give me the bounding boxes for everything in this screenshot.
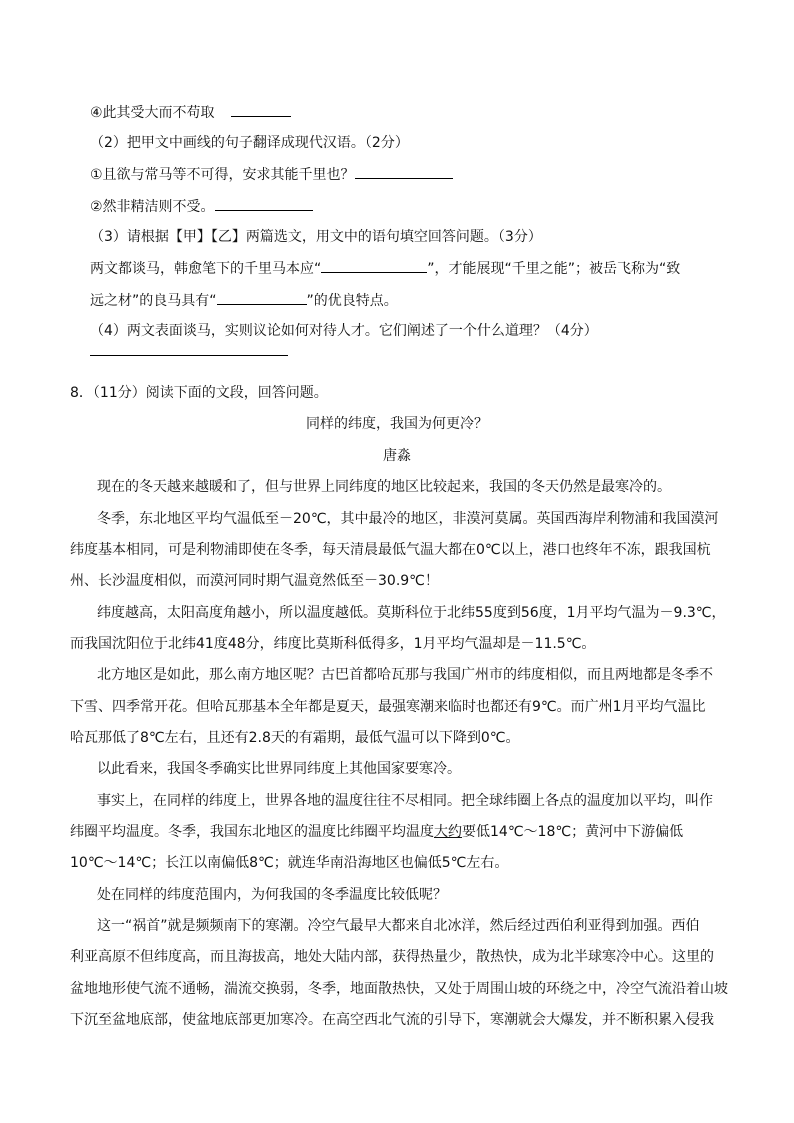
article-line: 利亚高原不但纬度高，而且海拔高，地处大陆内部，获得热量少，散热快，成为北半球寒冷中心。这里的 xyxy=(70,949,714,965)
q7-sentence1: ①且欲与常马等不可得，安求其能千里也？ xyxy=(90,164,453,185)
underlined-word: 大约 xyxy=(434,824,462,840)
article-line: 哈瓦那低了8℃左右，且还有2.8天的有霜期，最低气温可以下降到0℃。 xyxy=(70,730,520,746)
article-line: 纬度越高，太阳高度角越小，所以温度越低。莫斯科位于北纬55度到56度，1月平均气温为－9.3℃， xyxy=(97,605,726,621)
article-line: 这一“祸首”就是频频南下的寒潮。冷空气最早大都来自北冰洋，然后经过西伯利亚得到加强。西伯 xyxy=(97,918,700,934)
article-line: 处在同样的纬度范围内，为何我国的冬季温度比较低呢？ xyxy=(97,887,447,903)
article-author: 唐淼 xyxy=(383,448,411,464)
q7-sub4: （4）两文表面谈马，实则议论如何对待人才。它们阐述了一个什么道理？（4分） xyxy=(90,323,598,339)
q7-sub3: （3）请根据【甲】【乙】两篇选文，用文中的语句填空回答问题。（3分） xyxy=(90,229,542,245)
article-line: 盆地地形使气流不通畅，湍流交换弱，冬季，地面散热快，又处于周围山坡的环绕之中，冷空气流沿着山坡 xyxy=(70,981,728,997)
article-line: 10℃～14℃；长江以南偏低8℃；就连华南沿海地区也偏低5℃左右。 xyxy=(70,855,509,871)
answer-blank[interactable] xyxy=(231,102,291,117)
article-line: 事实上，在同样的纬度上，世界各地的温度往往不尽相同。把全球纬圈上各点的温度加以平均，叫作 xyxy=(97,793,713,809)
article-line: 以此看来，我国冬季确实比世界同纬度上其他国家要寒冷。 xyxy=(97,761,461,777)
answer-line[interactable] xyxy=(90,355,288,356)
article-line: 北方地区是如此，那么南方地区呢？古巴首都哈瓦那与我国广州市的纬度相似，而且两地都是冬季不 xyxy=(97,667,713,683)
article-line: 州、长沙温度相似，而漠河同时期气温竟然低至－30.9℃！ xyxy=(70,573,439,589)
answer-blank[interactable] xyxy=(321,258,427,273)
q7-fill-line1: 两文都谈马，韩愈笔下的千里马本应“ ”，才能展现“千里之能”；被岳飞称为“致 xyxy=(90,258,680,279)
article-line: 下雪、四季常开花。但哈瓦那基本全年都是夏天，最强寒潮来临时也都还有9℃。而广州1月平均气温比 xyxy=(70,699,706,715)
article-line: 冬季，东北地区平均气温低至－20℃，其中最冷的地区，非漠河莫属。英国西海岸利物浦和我国漠河 xyxy=(97,511,719,527)
answer-blank[interactable] xyxy=(215,196,313,211)
article-line: 纬度基本相同，可是利物浦即使在冬季，每天清晨最低气温大都在0℃以上，港口也终年不冻，跟我国杭 xyxy=(70,542,711,558)
article-title: 同样的纬度，我国为何更冷？ xyxy=(306,416,488,432)
q7-sub2: （2）把甲文中画线的句子翻译成现代汉语。（2分） xyxy=(90,135,409,151)
answer-blank[interactable] xyxy=(217,290,307,305)
q7-fill-line2: 远之材”的良马具有“ ”的优良特点。 xyxy=(90,290,398,311)
answer-blank[interactable] xyxy=(355,164,453,179)
article-line: 而我国沈阳位于北纬41度48分，纬度比莫斯科低得多，1月平均气温却是－11.5℃。 xyxy=(70,636,596,652)
article-line: 现在的冬天越来越暖和了，但与世界上同纬度的地区比较起来，我国的冬天仍然是最寒冷的。 xyxy=(97,479,671,495)
q7-item4: ④此其受大而不苟取 xyxy=(90,102,291,123)
q8-heading: 8．（11分）阅读下面的文段，回答问题。 xyxy=(70,385,328,401)
article-line: 纬圈平均温度。冬季，我国东北地区的温度比纬圈平均温度大约要低14℃～18℃；黄河中下游偏低 xyxy=(70,824,684,840)
q7-sentence2: ②然非精洁则不受。 xyxy=(90,196,313,217)
article-line: 下沉至盆地底部，使盆地底部更加寒冷。在高空西北气流的引导下，寒潮就会大爆发，并不断积累入侵我 xyxy=(70,1012,714,1028)
